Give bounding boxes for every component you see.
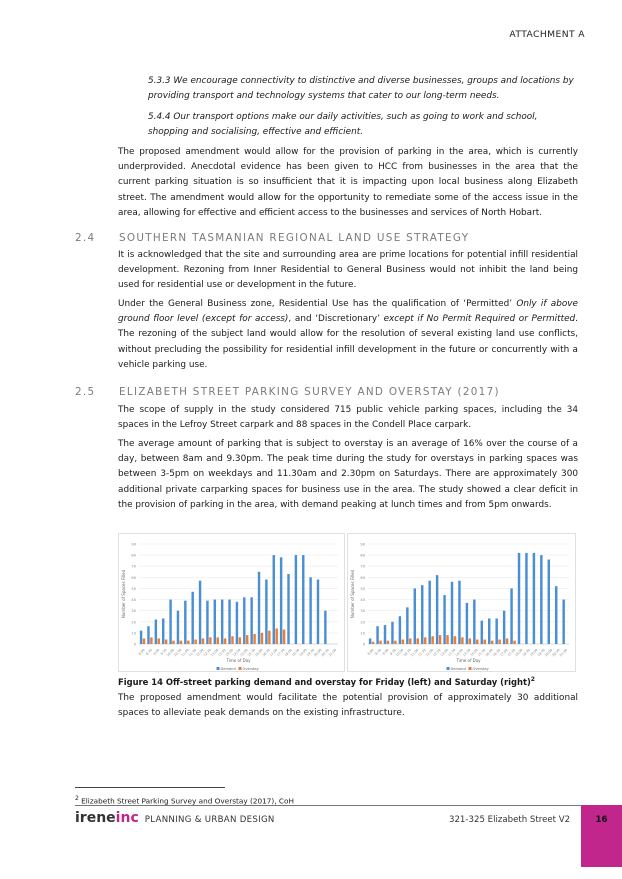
x-tick-label: 17:30 <box>276 648 286 658</box>
bar-demand <box>518 553 520 644</box>
bar-overstay <box>454 636 456 644</box>
x-tick-label: 11:00 <box>409 648 420 658</box>
bar-overstay <box>461 637 463 644</box>
bar-demand <box>309 577 311 644</box>
x-tick-label: 14:30 <box>462 648 472 658</box>
figure-caption <box>118 676 535 687</box>
bar-demand <box>525 553 527 644</box>
section-number: 2.5 <box>75 386 96 398</box>
bar-demand <box>206 601 208 644</box>
bar-demand <box>280 557 282 644</box>
bar-overstay <box>484 640 486 644</box>
chart-friday <box>118 533 345 672</box>
bar-demand <box>214 600 216 644</box>
bar-demand <box>258 572 260 644</box>
x-tick-label: 15:00 <box>239 648 249 658</box>
bar-demand <box>236 602 238 644</box>
bar-overstay <box>417 638 419 644</box>
bar-overstay <box>268 631 270 644</box>
paragraph-general-business-zone <box>118 297 578 373</box>
bar-overstay <box>231 636 233 644</box>
bar-overstay <box>491 641 493 644</box>
bar-demand <box>184 601 186 644</box>
bar-overstay <box>246 635 248 644</box>
bar-demand <box>495 618 497 644</box>
y-tick-label: 0 <box>362 642 365 647</box>
bar-overstay <box>379 641 381 644</box>
chart-saturday-svg <box>348 534 575 671</box>
paragraph-average-overstay: The average amount of parking that is subject to overstay is an average of 16% over the course of a day, between 8am and 9.30pm. The peak time during the study for overstays in parking spaces was between 3-5pm on weekdays and 11.30am and 2.30pm on Saturdays. There are approximately 300 additional private carparking spaces for business use in the area. The study showed a clear deficit in the provision of parking in the area, with demand peaking at lunch times and from 5pm onwards. <box>118 439 578 510</box>
text-run-italic: except if No Permit Required or Permitted <box>383 314 576 325</box>
x-tick-label: 10:30 <box>173 648 183 658</box>
paragraph-scope-of-supply: The scope of supply in the study considered 715 public vehicle parking spaces, including the 34 spaces in the Lefroy Street carpark and 88 spaces in the Condell Place carpark. <box>118 405 578 431</box>
x-tick-label: 17:00 <box>499 648 509 658</box>
x-tick-label: 10:00 <box>395 648 405 658</box>
x-tick-label: 8:00 <box>366 648 375 656</box>
bar-demand <box>421 585 423 644</box>
x-tick-label: 8:30 <box>374 648 382 656</box>
bar-demand <box>155 620 157 644</box>
y-tick-label: 60 <box>360 575 365 580</box>
x-axis-label: Time of Day <box>456 658 481 663</box>
bar-demand <box>376 626 378 644</box>
x-tick-label: 19:30 <box>536 648 546 658</box>
y-tick-label: 30 <box>360 609 365 614</box>
bar-overstay <box>439 635 441 644</box>
bar-demand <box>562 600 564 644</box>
bar-overstay <box>431 636 433 644</box>
footnote-divider <box>75 787 225 788</box>
legend-label-demand: Demand <box>220 666 236 671</box>
text-run: Under the General Business zone, Residential Use has the qualification of ‘Permitted’ <box>118 299 517 309</box>
bar-demand <box>177 611 179 644</box>
y-tick-label: 50 <box>360 586 365 591</box>
bar-demand <box>147 626 149 644</box>
bar-overstay <box>387 641 389 644</box>
x-tick-label: 13:30 <box>217 648 227 658</box>
logo-inc: inc <box>115 810 139 826</box>
x-tick-label: 12:30 <box>432 648 442 658</box>
y-tick-label: 90 <box>360 542 365 547</box>
bar-overstay <box>143 638 145 644</box>
x-tick-label: 20:00 <box>313 648 323 658</box>
footer-divider <box>75 805 581 806</box>
bar-overstay <box>394 641 396 644</box>
bar-overstay <box>498 640 500 644</box>
x-axis-label: Time of Day <box>226 658 251 663</box>
bar-demand <box>548 560 550 644</box>
bar-overstay <box>424 637 426 644</box>
bar-demand <box>555 586 557 644</box>
bar-demand <box>221 600 223 644</box>
x-tick-label: 9:30 <box>388 648 397 656</box>
bar-demand <box>466 603 468 644</box>
x-tick-label: 12:30 <box>202 648 212 658</box>
bar-demand <box>488 618 490 644</box>
legend-swatch-overstay <box>469 667 472 670</box>
paragraph-infill-development: It is acknowledged that the site and surrounding area are prime locations for potential infill residential development. Rezoning from Inner Residential to General Business would not inhibit the land being used for residential use or development in the future. <box>118 250 578 291</box>
bar-overstay <box>476 640 478 644</box>
bar-demand <box>169 600 171 644</box>
paragraph-parking-provision: The proposed amendment would allow for the provision of parking in the area, which is currently underprovided. Anecdotal evidence has been given to HCC from businesses in the area that the current parking situation is so insufficient that it is impacting upon local business along Elizabeth street. The amendment would allow for the opportunity to remediate some of the access issue in the area, allowing for effective and efficient access to the businesses and services of North Hobart. <box>118 147 578 218</box>
y-tick-label: 20 <box>131 620 136 625</box>
bar-demand <box>228 600 230 644</box>
x-tick-label: 20:30 <box>320 648 330 658</box>
x-tick-label: 16:00 <box>484 648 494 658</box>
legend-label-overstay: Overstay <box>472 666 489 671</box>
bar-overstay <box>469 638 471 644</box>
quote-5-4-4: 5.4.4 Our transport options make our daily activities, such as going to work and school, shopping and socialising, effective and efficient. <box>148 112 538 138</box>
bar-overstay <box>261 633 263 644</box>
footnote-number: 2 <box>75 795 79 802</box>
bar-overstay <box>275 628 277 644</box>
text-run: . The rezoning of the subject land would allow for the resolution of several existing land use conflicts, without precluding the possibility for residential infill development in the future or concurrently with a vehicle parking use. <box>118 314 578 370</box>
x-tick-label: 15:00 <box>469 648 479 658</box>
quote-5-3-3: 5.3.3 We encourage connectivity to distinctive and diverse businesses, groups and locations by providing transport and technology systems that cater to our long-term needs. <box>148 76 574 102</box>
chart-saturday <box>347 533 576 672</box>
bar-demand <box>140 631 142 644</box>
text-run: , and ‘Discretionary’ <box>288 314 384 325</box>
bar-overstay <box>150 637 152 644</box>
section-heading-2-4 <box>75 232 469 244</box>
section-title: ELIZABETH STREET PARKING SURVEY AND OVERSTAY (2017) <box>119 386 500 398</box>
bar-overstay <box>239 637 241 644</box>
text-run-italic: Only if above ground floor level (except for access) <box>118 299 578 325</box>
footnote <box>75 795 294 805</box>
bar-demand <box>533 553 535 644</box>
x-tick-label: 17:00 <box>268 648 279 658</box>
legend-swatch-demand <box>447 667 450 670</box>
x-tick-label: 15:30 <box>476 648 487 658</box>
bar-demand <box>250 597 252 644</box>
logo-tagline: PLANNING & URBAN DESIGN <box>144 815 275 825</box>
bar-demand <box>391 622 393 644</box>
bar-demand <box>287 574 289 644</box>
bar-overstay <box>372 642 374 644</box>
bar-demand <box>369 638 371 644</box>
bar-demand <box>414 588 416 644</box>
bar-demand <box>503 611 505 644</box>
bar-demand <box>436 575 438 644</box>
legend-swatch-demand <box>217 667 220 670</box>
bar-overstay <box>165 640 167 644</box>
x-tick-label: 17:30 <box>506 648 516 658</box>
bar-demand <box>243 597 245 644</box>
y-tick-label: 10 <box>131 631 136 636</box>
x-tick-label: 11:30 <box>417 648 427 658</box>
x-tick-label: 18:00 <box>283 648 293 658</box>
bar-demand <box>428 581 430 644</box>
chart-friday-svg <box>119 534 344 671</box>
paragraph-additional-spaces: The proposed amendment would facilitate the potential provision of approximately 30 additional spaces to alleviate peak demands on the existing infrastructure. <box>118 693 578 719</box>
bar-demand <box>451 582 453 644</box>
x-tick-label: 9:30 <box>159 648 168 656</box>
bar-overstay <box>217 637 219 644</box>
x-tick-label: 10:00 <box>165 648 175 658</box>
x-tick-label: 20:00 <box>543 648 554 658</box>
y-tick-label: 50 <box>131 586 136 591</box>
x-tick-label: 9:00 <box>152 648 161 656</box>
legend-label-demand: Demand <box>450 666 466 671</box>
bar-overstay <box>194 640 196 644</box>
page-number: 16 <box>595 815 608 825</box>
attachment-label: ATTACHMENT A <box>509 29 585 40</box>
bar-demand <box>540 555 542 644</box>
x-tick-label: 8:30 <box>144 648 153 656</box>
y-tick-label: 20 <box>360 620 365 625</box>
bar-overstay <box>172 641 174 644</box>
x-tick-label: 13:00 <box>209 648 220 658</box>
figure-caption-text: Figure 14 Off-street parking demand and overstay for Friday (left) and Saturday (right) <box>118 676 531 687</box>
y-axis-label: Number of Spaces Filled <box>350 569 355 619</box>
x-tick-label: 20:30 <box>551 648 561 658</box>
bar-overstay <box>409 638 411 644</box>
x-tick-label: 16:30 <box>261 648 271 658</box>
x-tick-label: 8:00 <box>137 648 146 656</box>
x-tick-label: 14:30 <box>232 648 242 658</box>
bar-demand <box>295 555 297 644</box>
x-tick-label: 11:30 <box>187 648 198 658</box>
legend-swatch-overstay <box>239 667 242 670</box>
legend-label-overstay: Overstay <box>242 666 259 671</box>
bar-demand <box>510 588 512 644</box>
company-logo <box>75 810 275 826</box>
bar-demand <box>273 555 275 644</box>
y-tick-label: 10 <box>360 631 365 636</box>
bar-demand <box>302 555 304 644</box>
x-tick-label: 21:00 <box>558 648 569 658</box>
y-tick-label: 70 <box>360 564 365 569</box>
bar-overstay <box>158 638 160 644</box>
y-tick-label: 0 <box>133 642 136 647</box>
x-tick-label: 13:30 <box>447 648 457 658</box>
footnote-ref: 2 <box>530 676 535 683</box>
footnote-text: Elizabeth Street Parking Survey and Overstay (2017), CoH <box>81 796 294 806</box>
x-tick-label: 16:30 <box>491 648 502 658</box>
footer-address: 321-325 Elizabeth Street V2 <box>449 815 571 825</box>
section-heading-2-5 <box>75 386 500 398</box>
x-tick-label: 14:00 <box>454 648 464 658</box>
bar-overstay <box>209 637 211 644</box>
x-tick-label: 14:00 <box>224 648 234 658</box>
x-tick-label: 10:30 <box>402 648 412 658</box>
y-tick-label: 70 <box>131 564 136 569</box>
bar-overstay <box>224 638 226 644</box>
bar-demand <box>317 580 319 644</box>
y-tick-label: 90 <box>131 542 136 547</box>
x-tick-label: 18:30 <box>521 648 531 658</box>
bar-overstay <box>253 634 255 644</box>
x-tick-label: 12:00 <box>195 648 205 658</box>
section-number: 2.4 <box>75 232 96 244</box>
y-tick-label: 80 <box>360 553 365 558</box>
x-tick-label: 15:30 <box>246 648 257 658</box>
bar-demand <box>199 581 201 644</box>
y-tick-label: 80 <box>131 553 136 558</box>
bar-overstay <box>513 641 515 644</box>
bar-overstay <box>446 635 448 644</box>
x-tick-label: 16:00 <box>254 648 264 658</box>
bar-demand <box>406 607 408 644</box>
x-tick-label: 9:00 <box>381 648 390 656</box>
bar-overstay <box>283 630 285 644</box>
bar-demand <box>481 621 483 644</box>
bar-overstay <box>187 641 189 644</box>
x-tick-label: 21:00 <box>327 648 338 658</box>
bar-overstay <box>402 640 404 644</box>
bar-overstay <box>506 638 508 644</box>
bar-demand <box>162 618 164 644</box>
y-tick-label: 60 <box>131 575 136 580</box>
x-tick-label: 12:00 <box>424 648 435 658</box>
bar-demand <box>399 616 401 644</box>
x-tick-label: 13:00 <box>439 648 449 658</box>
bar-demand <box>265 580 267 644</box>
y-axis-label: Number of Spaces Filled <box>121 569 126 619</box>
x-tick-label: 18:00 <box>514 648 524 658</box>
bar-overstay <box>202 638 204 644</box>
bar-demand <box>458 581 460 644</box>
y-tick-label: 30 <box>131 609 136 614</box>
bar-demand <box>191 592 193 644</box>
y-tick-label: 40 <box>131 598 136 603</box>
bar-demand <box>443 595 445 644</box>
section-title: SOUTHERN TASMANIAN REGIONAL LAND USE STRATEGY <box>119 232 470 244</box>
x-tick-label: 18:30 <box>290 648 301 658</box>
bar-overstay <box>180 641 182 644</box>
bar-demand <box>473 600 475 644</box>
x-tick-label: 19:30 <box>305 648 316 658</box>
x-tick-label: 19:00 <box>298 648 308 658</box>
logo-irene: irene <box>75 810 116 826</box>
x-tick-label: 19:00 <box>529 648 539 658</box>
bar-demand <box>384 625 386 644</box>
x-tick-label: 11:00 <box>180 648 190 658</box>
bar-demand <box>324 611 326 644</box>
y-tick-label: 40 <box>360 598 365 603</box>
